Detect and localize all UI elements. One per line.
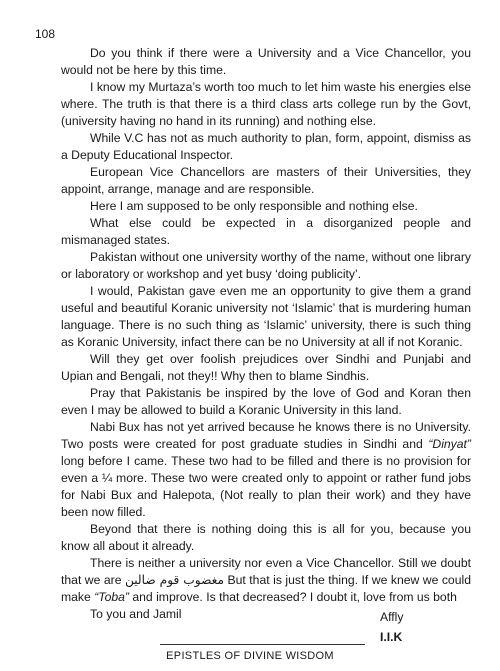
paragraph: I would, Pakistan gave even me an opportunity to give them a grand useful and beautiful Koranic university not ‘Islamic’ that is murdering human language. There is no such thing as ‘Islamic’ university, there is such thing as Koranic University, infact there can be no University at all if not Koranic. bbox=[61, 284, 471, 349]
paragraph-text: long before I came. These two had to be filled and there is no provision for even a ¼ more. These two were created only to appoint or rather fund jobs for Nabi Bux and Halepota, (Not really to plan their work) and they have been now filled. bbox=[61, 454, 471, 519]
paragraph: What else could be expected in a disorganized people and mismanaged states. bbox=[61, 216, 471, 247]
paragraph: Do you think if there were a University and a Vice Chancellor, you would not be here by this time. bbox=[61, 46, 471, 77]
paragraph: While V.C has not as much authority to plan, form, appoint, dismiss as a Deputy Educational Inspector. bbox=[61, 131, 471, 162]
footer-title: EPISTLES OF DIVINE WISDOM bbox=[166, 650, 334, 662]
paragraph: Beyond that there is nothing doing this is all for you, because you know all about it already. bbox=[61, 522, 471, 553]
paragraph: European Vice Chancellors are masters of their Universities, they appoint, arrange, manage and are responsible. bbox=[61, 165, 471, 196]
paragraph: Will they get over foolish prejudices over Sindhi and Punjabi and Upian and Bengali, not they!! Why then to blame Sindhis. bbox=[61, 352, 471, 383]
paragraph-text: But that is just the thing. If we knew we could make bbox=[61, 573, 471, 604]
paragraph: Pray that Pakistanis be inspired by the love of God and Koran then even I may be allowed to build a Koranic University in this land. bbox=[61, 386, 471, 417]
paragraph: To you and Jamil bbox=[90, 607, 182, 621]
paragraph: I know my Murtaza’s worth too much to let him waste his energies else where. The truth is that there is a third class arts college run by the Govt, (university having no hand in its running) and nothing else. bbox=[61, 80, 471, 128]
paragraph-text: There is neither a university nor even a Vice Chancellor. Still we doubt that we are bbox=[61, 556, 471, 587]
paragraph bbox=[61, 555, 471, 606]
signature-initials: I.I.K bbox=[380, 630, 403, 644]
page-number: 108 bbox=[35, 27, 56, 41]
paragraph-text: Nabi Bux has not yet arrived because he knows there is no University. Two posts were created for post graduate studies in Sindhi and bbox=[61, 420, 471, 451]
letter-body bbox=[61, 45, 471, 623]
paragraph: Pakistan without one university worthy of the name, without one library or laboratory or workshop and yet busy ‘doing publicity’. bbox=[61, 250, 471, 281]
paragraph-text: and improve. Is that decreased? I doubt it, love from us both bbox=[128, 590, 457, 604]
closing: Affly bbox=[380, 610, 404, 624]
footer-divider bbox=[160, 644, 365, 645]
urdu-phrase: مغضوب قوم ضالین bbox=[124, 573, 225, 587]
italic-term: “Toba” bbox=[94, 590, 129, 604]
paragraph bbox=[61, 419, 471, 521]
paragraph: Here I am supposed to be only responsible and nothing else. bbox=[90, 199, 418, 213]
italic-term: “Dinyat” bbox=[428, 437, 471, 451]
signature-block bbox=[380, 607, 403, 647]
